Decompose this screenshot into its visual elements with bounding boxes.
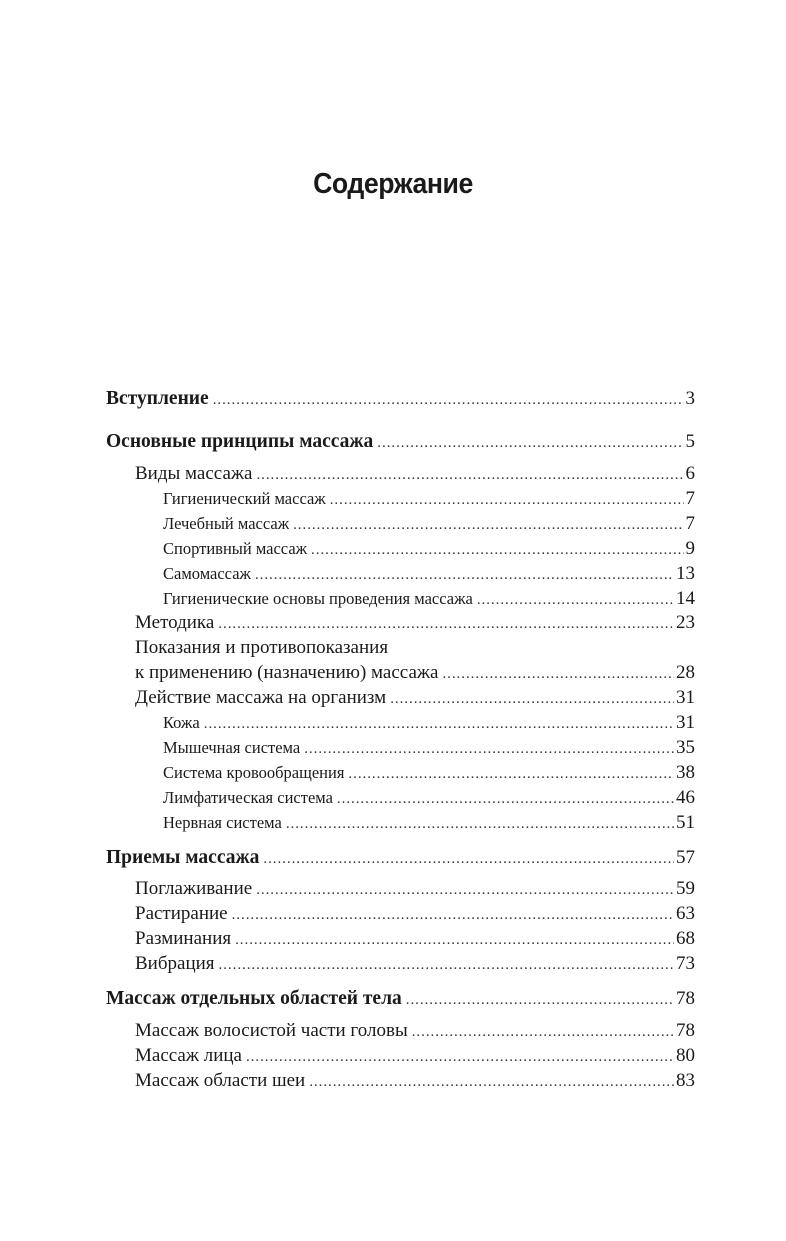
toc-entry[interactable] xyxy=(163,761,695,786)
toc-entry[interactable] xyxy=(135,927,695,952)
toc-entry-page: 31 xyxy=(676,687,695,708)
dot-leader xyxy=(337,787,674,811)
toc-entry-page: 3 xyxy=(685,388,695,409)
toc-entry[interactable] xyxy=(135,902,695,927)
dot-leader xyxy=(219,953,674,977)
toc-entry-page: 83 xyxy=(676,1070,695,1091)
toc-entry[interactable] xyxy=(163,512,695,537)
toc-entry-label: Массаж области шеи xyxy=(135,1070,306,1091)
toc-entry[interactable] xyxy=(135,462,695,487)
dot-leader xyxy=(348,762,674,786)
toc-entry-label: Массаж отдельных областей тела xyxy=(106,988,402,1009)
toc-entry-page: 57 xyxy=(676,847,695,868)
toc-entry[interactable] xyxy=(135,661,695,686)
dot-leader xyxy=(330,488,684,512)
dot-leader xyxy=(213,388,684,412)
toc-entry[interactable] xyxy=(135,1019,695,1044)
toc-entry-label: Методика xyxy=(135,612,215,633)
toc-entry[interactable] xyxy=(135,877,695,902)
toc-entry-label: Самомассаж xyxy=(163,564,251,583)
toc-entry-page: 6 xyxy=(685,463,695,484)
toc-entry-label: Мышечная система xyxy=(163,738,301,757)
toc-entry-page: 13 xyxy=(676,563,695,584)
toc-entry-label: Массаж волосистой части головы xyxy=(135,1020,408,1041)
toc-entry-label: Приемы массажа xyxy=(106,847,260,868)
toc-entry-label: Гигиенический массаж xyxy=(163,489,326,508)
toc-entry-page: 31 xyxy=(676,712,695,733)
toc-entry[interactable] xyxy=(163,711,695,736)
dot-leader xyxy=(304,737,674,761)
toc-entry[interactable] xyxy=(163,537,695,562)
toc-entry-page: 23 xyxy=(676,612,695,633)
toc-entry[interactable] xyxy=(163,786,695,811)
toc-entry-label: Лечебный массаж xyxy=(163,514,290,533)
dot-leader xyxy=(309,1070,674,1094)
toc-entry-label: Лимфатическая система xyxy=(163,788,333,807)
toc-entry-page: 7 xyxy=(685,488,695,509)
toc-entry[interactable] xyxy=(106,987,695,1012)
toc-entry[interactable] xyxy=(135,686,695,711)
toc-entry-page: 5 xyxy=(685,431,695,452)
toc-entry-label: Вступление xyxy=(106,388,209,409)
toc-entry[interactable] xyxy=(163,487,695,512)
toc-entry[interactable] xyxy=(163,562,695,587)
dot-leader xyxy=(204,712,674,736)
toc-entry-page: 38 xyxy=(676,762,695,783)
toc-entry-label: к применению (назначению) массажа xyxy=(135,662,439,683)
toc-entry-page: 35 xyxy=(676,737,695,758)
toc-entry-page: 63 xyxy=(676,903,695,924)
dot-leader xyxy=(442,662,674,686)
toc-entry[interactable] xyxy=(106,430,695,455)
dot-leader xyxy=(256,463,683,487)
toc-entry[interactable] xyxy=(163,811,695,836)
toc-entry[interactable] xyxy=(106,387,695,412)
toc-entry-label: Кожа xyxy=(163,713,200,732)
toc-entry-label: Спортивный массаж xyxy=(163,539,308,558)
dot-leader xyxy=(263,847,674,871)
toc-entry-label: Разминания xyxy=(135,928,232,949)
toc-entry-label: Массаж лица xyxy=(135,1045,242,1066)
toc-entry[interactable] xyxy=(135,1044,695,1069)
toc-entry[interactable] xyxy=(163,736,695,761)
dot-leader xyxy=(286,812,674,836)
toc-entry-label: Система кровообращения xyxy=(163,763,345,782)
toc-entry-label: Поглаживание xyxy=(135,878,253,899)
toc-entry-page: 68 xyxy=(676,928,695,949)
toc-entry-page: 46 xyxy=(676,787,695,808)
dot-leader xyxy=(412,1020,674,1044)
toc-entry-page: 7 xyxy=(685,513,695,534)
dot-leader xyxy=(377,431,683,455)
toc-entry-label: Вибрация xyxy=(135,953,215,974)
dot-leader xyxy=(235,928,674,952)
toc-entry[interactable] xyxy=(135,952,695,977)
dot-leader xyxy=(256,878,674,902)
toc-entry-label: Основные принципы массажа xyxy=(106,431,374,452)
toc-entry-page: 9 xyxy=(685,538,695,559)
toc-entry[interactable] xyxy=(135,611,695,636)
dot-leader xyxy=(255,563,674,587)
toc-entry-label: Виды массажа xyxy=(135,463,253,484)
dot-leader xyxy=(246,1045,674,1069)
dot-leader xyxy=(390,687,674,711)
toc-entry-label: Действие массажа на организм xyxy=(135,687,387,708)
toc-entry[interactable] xyxy=(106,846,695,871)
toc-entry-page: 28 xyxy=(676,662,695,683)
toc-entry-label: Растирание xyxy=(135,903,228,924)
toc-entry-page: 78 xyxy=(676,1020,695,1041)
toc-entry-page: 51 xyxy=(676,812,695,833)
toc-entry-label: Нервная система xyxy=(163,813,282,832)
toc-entry-label: Показания и противопоказания xyxy=(135,637,389,658)
dot-leader xyxy=(293,513,683,537)
toc-entry-page: 78 xyxy=(676,988,695,1009)
toc-entry[interactable] xyxy=(163,587,695,612)
toc-entry-page: 14 xyxy=(676,588,695,609)
toc-entry-page: 59 xyxy=(676,878,695,899)
dot-leader xyxy=(311,538,683,562)
dot-leader xyxy=(218,612,674,636)
toc-entry-page: 80 xyxy=(676,1045,695,1066)
dot-leader xyxy=(232,903,674,927)
dot-leader xyxy=(477,588,674,612)
dot-leader xyxy=(406,988,674,1012)
toc-entry-page: 73 xyxy=(676,953,695,974)
toc-entry-label: Гигиенические основы проведения массажа xyxy=(163,589,473,608)
page-title: Содержание xyxy=(313,168,473,200)
toc-entry[interactable] xyxy=(135,1069,695,1094)
toc-entry-first-line[interactable] xyxy=(135,636,695,660)
